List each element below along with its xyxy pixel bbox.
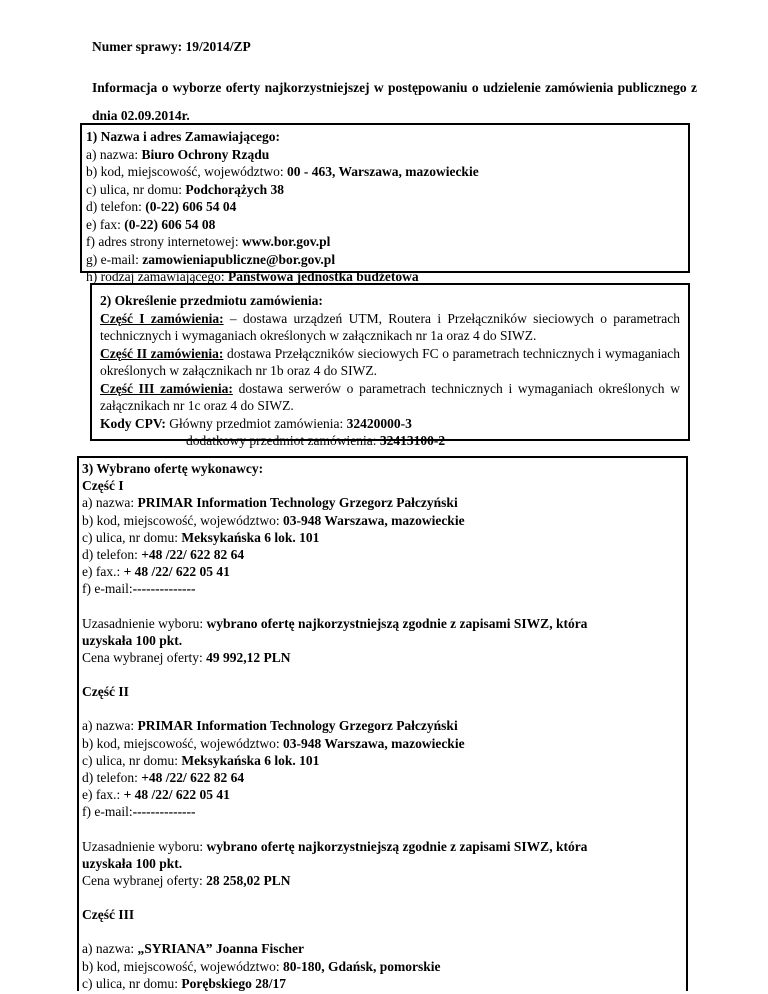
document-title: Informacja o wyborze oferty najkorzystniejszej w postępowaniu o udzielenie zamówienia publicznego z dnia 02.09.2014r.	[92, 80, 697, 123]
section3-heading: 3) Wybrano ofertę wykonawcy:	[82, 461, 264, 476]
part-1-postcode-row: b) kod, miejscowość, województwo: 03-948 Warszawa, mazowieckie	[82, 512, 465, 528]
part-3-street-row: c) ulica, nr domu: Porębskiego 28/17	[82, 975, 286, 991]
authority-street-row: c) ulica, nr domu: Podchorążych 38	[86, 181, 284, 197]
part-2-title: Część II	[82, 684, 129, 700]
cpv-extra-row: dodatkowy przedmiot zamówienia: 32413100-2	[186, 433, 446, 448]
part-2-price: Cena wybranej oferty: 28 258,02 PLN	[82, 873, 291, 889]
part-1-justification: Uzasadnienie wyboru: wybrano ofertę najkorzystniejszą zgodnie z zapisami SIWZ, która	[82, 615, 588, 631]
spacer	[82, 889, 683, 906]
order-part-3: Część III zamówienia: dostawa serwerów o parametrach technicznych i wymaganiach określonych w załącznikach nr 1c oraz 4 do SIWZ.	[100, 380, 680, 413]
section2-heading: 2) Określenie przedmiotu zamówienia:	[100, 293, 323, 308]
part-3-name-row: a) nazwa: „SYRIANA” Joanna Fischer	[82, 941, 304, 957]
part-1-justification-cont: uzyskała 100 pkt.	[82, 632, 183, 648]
part-1-price: Cena wybranej oferty: 49 992,12 PLN	[82, 650, 291, 666]
spacer	[82, 666, 683, 683]
part-1-email-row: f) e-mail:--------------	[82, 581, 196, 597]
spacer	[82, 700, 683, 717]
order-part-2: Część II zamówienia: dostawa Przełączników sieciowych FC o parametrach technicznych i wymaganiach określonych w załącznikach nr 1b oraz 4 do SIWZ.	[100, 345, 680, 378]
authority-fax-row: e) fax: (0-22) 606 54 08	[86, 216, 216, 232]
part-2-email-row: f) e-mail:--------------	[82, 804, 196, 820]
spacer	[82, 821, 683, 838]
spacer	[82, 598, 683, 615]
case-number: Numer sprawy: 19/2014/ZP	[92, 39, 251, 54]
spacer	[82, 923, 683, 940]
order-part-1: Część I zamówienia: – dostawa urządzeń UTM, Routera i Przełączników sieciowych o parametrach technicznych i wymaganiach określonych w załącznikach nr 1a oraz 4 do SIWZ.	[100, 310, 680, 343]
authority-name-row: a) nazwa: Biuro Ochrony Rządu	[86, 146, 270, 162]
authority-type-row: h) rodzaj zamawiającego: Państwowa jednostka budżetowa	[86, 269, 419, 284]
subject-of-order-box	[90, 283, 690, 448]
authority-email-row: g) e-mail: zamowieniapubliczne@bor.gov.pl	[86, 251, 336, 267]
part-1-phone-row: d) telefon: +48 /22/ 622 82 64	[82, 547, 245, 563]
part-1-name-row: a) nazwa: PRIMAR Information Technology Grzegorz Pałczyński	[82, 495, 458, 511]
part-1-street-row: c) ulica, nr domu: Meksykańska 6 lok. 101	[82, 529, 320, 545]
part-2-justification: Uzasadnienie wyboru: wybrano ofertę najkorzystniejszą zgodnie z zapisami SIWZ, która	[82, 838, 588, 854]
part-3-postcode-row: b) kod, miejscowość, województwo: 80-180, Gdańsk, pomorskie	[82, 958, 441, 974]
selected-offers-box	[77, 456, 688, 991]
authority-phone-row: d) telefon: (0-22) 606 54 04	[86, 199, 237, 214]
authority-website-row: f) adres strony internetowej: www.bor.gov.pl	[86, 234, 331, 249]
contracting-authority-box	[80, 123, 690, 284]
cpv-main-row: Kody CPV: Główny przedmiot zamówienia: 32420000-3	[100, 415, 412, 431]
authority-postcode-row: b) kod, miejscowość, województwo: 00 - 463, Warszawa, mazowieckie	[86, 164, 479, 179]
part-2-street-row: c) ulica, nr domu: Meksykańska 6 lok. 101	[82, 752, 320, 768]
part-2-name-row: a) nazwa: PRIMAR Information Technology Grzegorz Pałczyński	[82, 718, 458, 734]
part-2-justification-cont: uzyskała 100 pkt.	[82, 855, 183, 871]
part-1-title: Część I	[82, 478, 124, 494]
part-2-fax-row: e) fax.: + 48 /22/ 622 05 41	[82, 787, 230, 803]
part-1-fax-row: e) fax.: + 48 /22/ 622 05 41	[82, 564, 230, 580]
document-header	[92, 38, 697, 130]
part-2-postcode-row: b) kod, miejscowość, województwo: 03-948 Warszawa, mazowieckie	[82, 735, 465, 751]
section1-heading: 1) Nazwa i adres Zamawiającego:	[86, 129, 280, 144]
part-3-title: Część III	[82, 907, 135, 923]
part-2-phone-row: d) telefon: +48 /22/ 622 82 64	[82, 770, 245, 786]
